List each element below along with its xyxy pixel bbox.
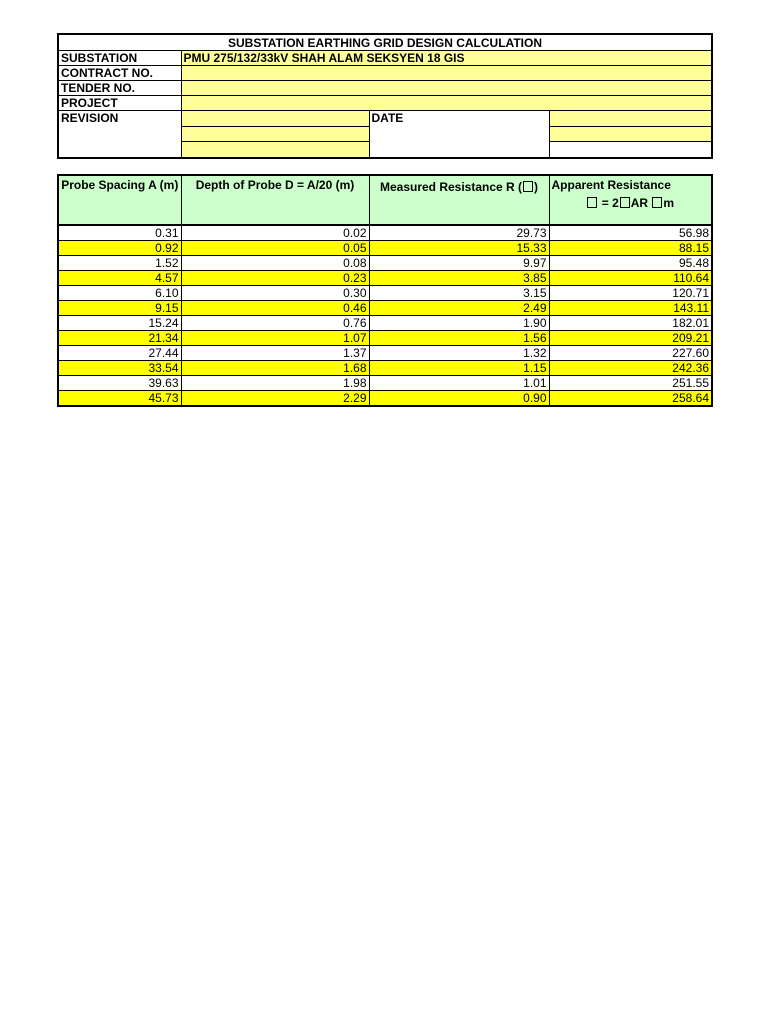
probe-spacing-cell[interactable]: 1.52 xyxy=(58,256,181,271)
apparent-resistance-cell[interactable]: 227.60 xyxy=(549,346,712,361)
date-cell[interactable] xyxy=(549,142,712,158)
measured-resistance-cell[interactable]: 3.85 xyxy=(369,271,549,286)
formula-eq: = 2 xyxy=(601,196,619,210)
measured-resistance-cell[interactable]: 15.33 xyxy=(369,241,549,256)
measured-header-text: Measured Resistance R ( xyxy=(379,180,523,194)
sheet-title: SUBSTATION EARTHING GRID DESIGN CALCULATION xyxy=(58,34,712,51)
measured-resistance-cell[interactable]: 9.97 xyxy=(369,256,549,271)
measured-resistance-cell[interactable]: 1.90 xyxy=(369,316,549,331)
depth-cell[interactable]: 0.23 xyxy=(181,271,369,286)
rho-symbol-icon xyxy=(587,197,597,208)
table-row xyxy=(58,301,712,316)
table-row xyxy=(58,256,712,271)
measured-resistance-cell[interactable]: 2.49 xyxy=(369,301,549,316)
table-row xyxy=(58,331,712,346)
apparent-resistance-cell[interactable]: 143.11 xyxy=(549,301,712,316)
apparent-formula xyxy=(552,196,710,210)
date-cell[interactable] xyxy=(549,126,712,142)
table-row xyxy=(58,316,712,331)
formula-ar: AR xyxy=(630,196,652,210)
depth-cell[interactable]: 1.98 xyxy=(181,376,369,391)
table-row xyxy=(58,225,712,241)
table-row xyxy=(58,346,712,361)
depth-cell[interactable]: 0.08 xyxy=(181,256,369,271)
header-block xyxy=(57,33,713,159)
measured-header-close: ) xyxy=(534,180,539,194)
apparent-resistance-cell[interactable]: 56.98 xyxy=(549,225,712,241)
depth-cell[interactable]: 1.07 xyxy=(181,331,369,346)
apparent-resistance-cell[interactable]: 258.64 xyxy=(549,391,712,407)
worksheet xyxy=(57,33,711,407)
apparent-resistance-cell[interactable]: 251.55 xyxy=(549,376,712,391)
depth-cell[interactable]: 2.29 xyxy=(181,391,369,407)
depth-cell[interactable]: 0.02 xyxy=(181,225,369,241)
apparent-resistance-cell[interactable]: 120.71 xyxy=(549,286,712,301)
probe-spacing-cell[interactable]: 6.10 xyxy=(58,286,181,301)
project-label: PROJECT xyxy=(58,96,181,111)
table-row xyxy=(58,286,712,301)
probe-spacing-cell[interactable]: 45.73 xyxy=(58,391,181,407)
probe-spacing-cell[interactable]: 33.54 xyxy=(58,361,181,376)
date-label: DATE xyxy=(369,111,549,159)
apparent-resistance-cell[interactable]: 88.15 xyxy=(549,241,712,256)
col-header-measured-resistance xyxy=(369,175,549,225)
apparent-resistance-cell[interactable]: 182.01 xyxy=(549,316,712,331)
apparent-resistance-cell[interactable]: 242.36 xyxy=(549,361,712,376)
revision-cell[interactable] xyxy=(181,111,369,127)
pi-symbol-icon xyxy=(620,197,630,208)
depth-cell[interactable]: 0.46 xyxy=(181,301,369,316)
apparent-resistance-cell[interactable]: 95.48 xyxy=(549,256,712,271)
measured-resistance-cell[interactable]: 29.73 xyxy=(369,225,549,241)
col-header-depth: Depth of Probe D = A/20 (m) xyxy=(181,175,369,225)
probe-spacing-cell[interactable]: 4.57 xyxy=(58,271,181,286)
measured-resistance-cell[interactable]: 1.15 xyxy=(369,361,549,376)
depth-cell[interactable]: 0.05 xyxy=(181,241,369,256)
project-value-cell[interactable] xyxy=(181,96,712,111)
apparent-header-text: Apparent Resistance xyxy=(551,178,671,192)
measured-resistance-cell[interactable]: 0.90 xyxy=(369,391,549,407)
probe-spacing-cell[interactable]: 21.34 xyxy=(58,331,181,346)
table-row xyxy=(58,241,712,256)
table-row xyxy=(58,361,712,376)
probe-spacing-cell[interactable]: 9.15 xyxy=(58,301,181,316)
revision-cell[interactable] xyxy=(181,142,369,158)
probe-spacing-cell[interactable]: 0.31 xyxy=(58,225,181,241)
apparent-resistance-cell[interactable]: 209.21 xyxy=(549,331,712,346)
contract-value-cell[interactable] xyxy=(181,66,712,81)
depth-cell[interactable]: 1.37 xyxy=(181,346,369,361)
col-header-probe-spacing: Probe Spacing A (m) xyxy=(58,175,181,225)
contract-label: CONTRACT NO. xyxy=(58,66,181,81)
table-row xyxy=(58,391,712,407)
probe-spacing-cell[interactable]: 15.24 xyxy=(58,316,181,331)
ohm-symbol-icon xyxy=(523,181,533,192)
measured-resistance-cell[interactable]: 1.32 xyxy=(369,346,549,361)
substation-value-cell[interactable]: PMU 275/132/33kV SHAH ALAM SEKSYEN 18 GIS xyxy=(181,51,712,66)
probe-spacing-cell[interactable]: 27.44 xyxy=(58,346,181,361)
depth-cell[interactable]: 1.68 xyxy=(181,361,369,376)
table-row xyxy=(58,271,712,286)
table-row xyxy=(58,376,712,391)
resistivity-table xyxy=(57,174,713,407)
measured-resistance-cell[interactable]: 1.56 xyxy=(369,331,549,346)
ohm-symbol-icon xyxy=(652,197,662,208)
date-cell[interactable] xyxy=(549,111,712,127)
revision-cell[interactable] xyxy=(181,126,369,142)
apparent-resistance-cell[interactable]: 110.64 xyxy=(549,271,712,286)
depth-cell[interactable]: 0.76 xyxy=(181,316,369,331)
tender-value-cell[interactable] xyxy=(181,81,712,96)
probe-spacing-cell[interactable]: 39.63 xyxy=(58,376,181,391)
substation-label: SUBSTATION xyxy=(58,51,181,66)
tender-label: TENDER NO. xyxy=(58,81,181,96)
measured-resistance-cell[interactable]: 3.15 xyxy=(369,286,549,301)
depth-cell[interactable]: 0.30 xyxy=(181,286,369,301)
revision-label: REVISION xyxy=(58,111,181,159)
formula-m: m xyxy=(663,196,675,210)
col-header-apparent-resistance xyxy=(549,175,712,225)
probe-spacing-cell[interactable]: 0.92 xyxy=(58,241,181,256)
measured-resistance-cell[interactable]: 1.01 xyxy=(369,376,549,391)
